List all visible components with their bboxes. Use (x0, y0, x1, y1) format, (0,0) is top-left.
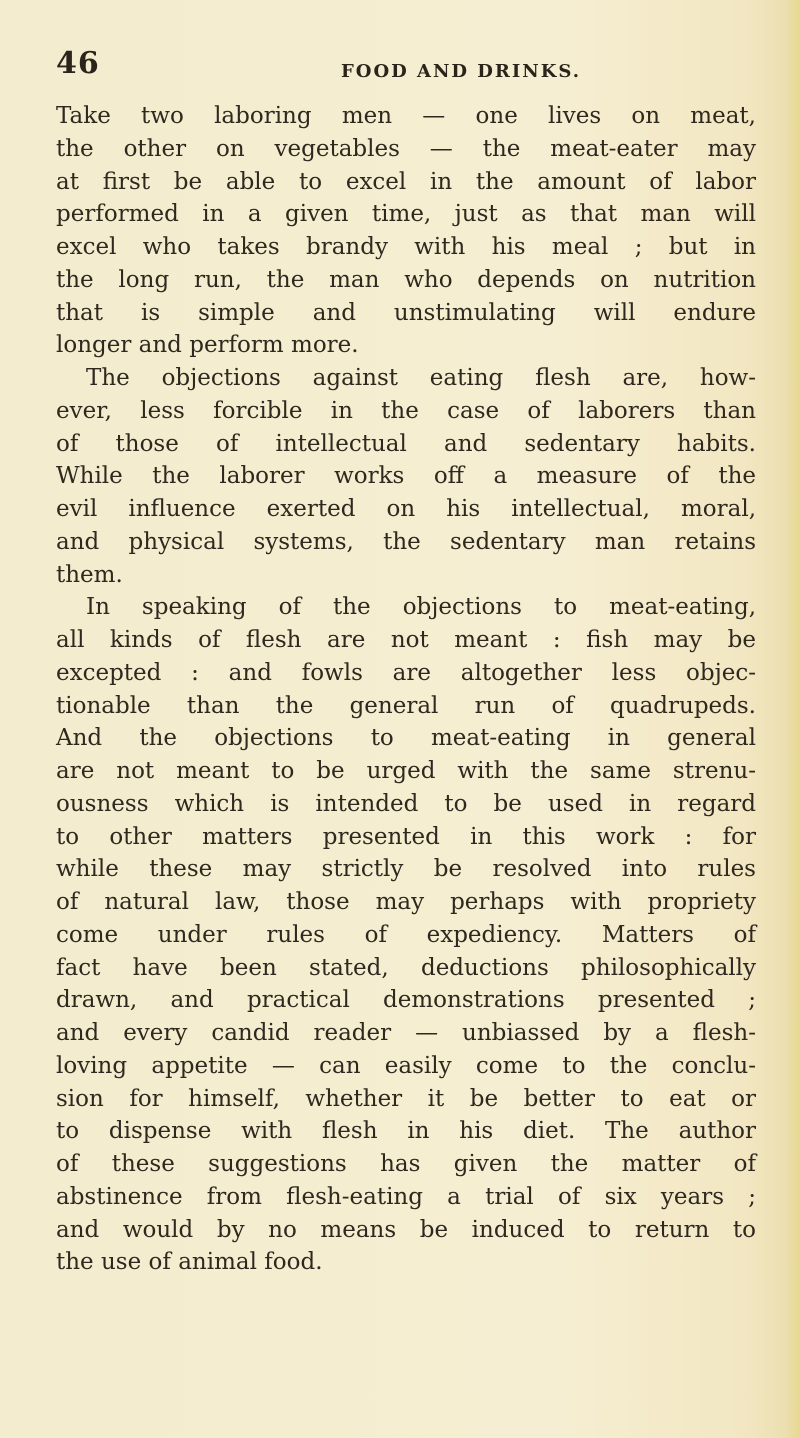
text-line: In speaking of the objections to meat-eating, (86, 594, 756, 621)
text-line: Take two laboring men — one lives on meat, (56, 103, 756, 129)
text-line: excel who takes brandy with his meal ; but in (56, 234, 756, 260)
text-line: loving appetite — can easily come to the conclu- (56, 1052, 756, 1079)
text-line: ousness which is intended to be used in regard (56, 790, 756, 817)
text-line: abstinence from flesh-eating a trial of six years ; (56, 1183, 756, 1210)
page-header (56, 46, 746, 90)
text-line: and physical systems, the sedentary man retains (56, 528, 756, 555)
text-line: sion for himself, whether it be better to eat or (56, 1085, 756, 1112)
text-line: come under rules of expediency. Matters of (56, 921, 756, 948)
text-line: of natural law, those may perhaps with propriety (56, 889, 756, 915)
text-line: to other matters presented in this work : for (56, 823, 756, 850)
text-line: that is simple and unstimulating will endure (56, 299, 756, 326)
text-line: are not meant to be urged with the same strenu- (56, 758, 756, 784)
page-edge-shadow (786, 0, 800, 1438)
text-line: of these suggestions has given the matter of (56, 1151, 756, 1177)
text-line: while these may strictly be resolved into rules (56, 856, 756, 883)
body-text (56, 100, 756, 1279)
text-line: excepted : and fowls are altogether less objec- (56, 659, 756, 686)
text-line: at first be able to excel in the amount of labor (56, 168, 756, 195)
text-line: evil influence exerted on his intellectual, moral, (56, 496, 756, 522)
text-line: The objections against eating flesh are, how- (86, 365, 756, 391)
text-line: all kinds of flesh are not meant : fish may be (56, 627, 756, 653)
text-line: the other on vegetables — the meat-eater may (56, 135, 756, 162)
text-line: and every candid reader — unbiassed by a flesh- (56, 1020, 756, 1046)
running-head: FOOD AND DRINKS. (341, 61, 582, 82)
text-line: fact have been stated, deductions philosophically (56, 954, 756, 981)
text-line: And the objections to meat-eating in general (56, 725, 756, 752)
text-line: performed in a given time, just as that man will (56, 201, 756, 228)
text-line: drawn, and practical demonstrations presented ; (56, 987, 756, 1014)
text-line: to dispense with flesh in his diet. The author (56, 1118, 756, 1145)
text-line: the long run, the man who depends on nutrition (56, 266, 756, 293)
text-line: longer and perform more. (56, 332, 359, 359)
text-line: tionable than the general run of quadrupeds. (56, 692, 756, 719)
text-line: of those of intellectual and sedentary habits. (56, 430, 756, 457)
text-line: them. (56, 561, 123, 588)
page-number: 46 (56, 46, 100, 81)
text-line: the use of animal food. (56, 1249, 323, 1276)
text-line: While the laborer works off a measure of the (56, 463, 756, 490)
text-line: and would by no means be induced to return to (56, 1216, 756, 1243)
text-line: ever, less forcible in the case of laborers than (56, 397, 756, 424)
